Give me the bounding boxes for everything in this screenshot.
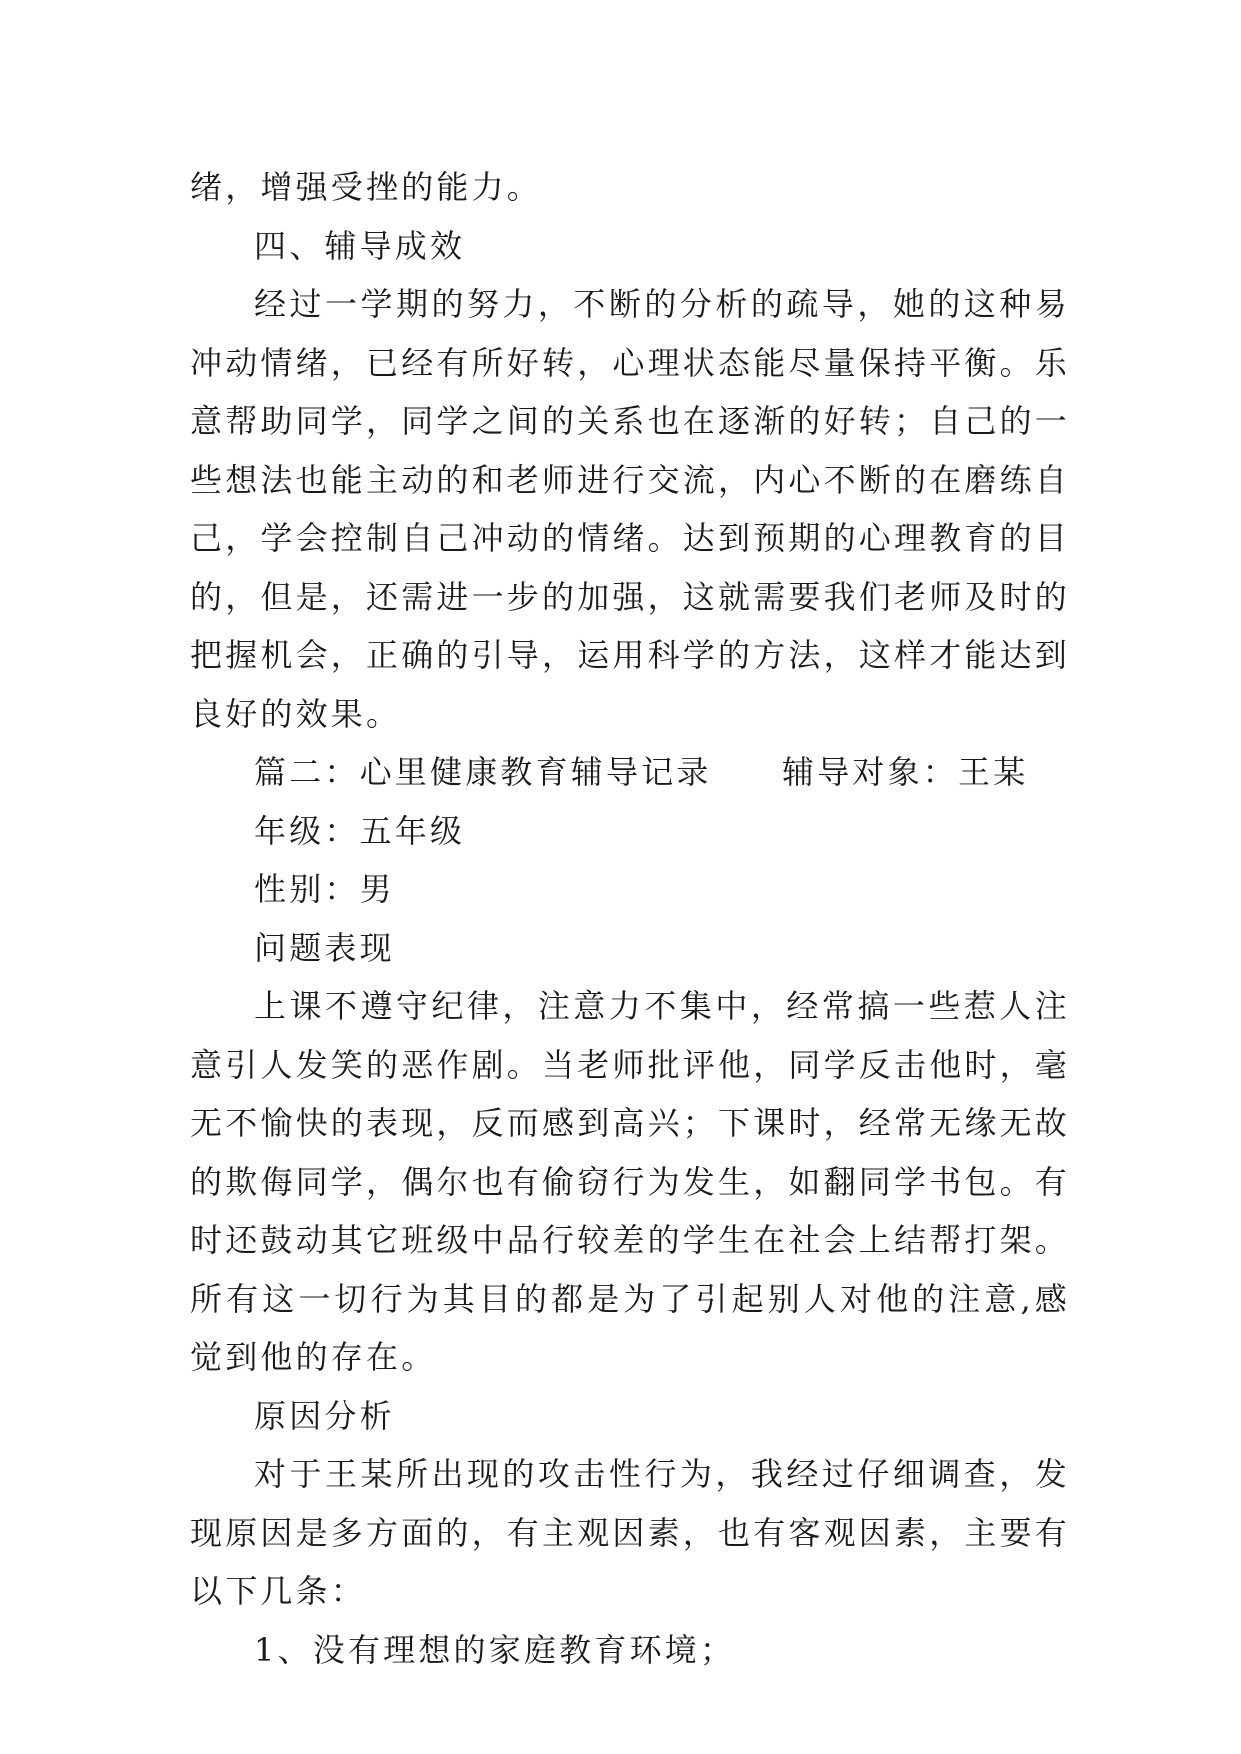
article-two-heading: 篇二：心里健康教育辅导记录 辅导对象：王某: [254, 753, 1029, 791]
paragraph-cause: 对于王某所出现的攻击性行为，我经过仔细调查，发现原因是多方面的，有主观因素，也有客观因素，主要有以下几条：: [190, 1455, 1071, 1610]
section-heading-cause: 原因分析: [254, 1396, 395, 1435]
paragraph-continuation: 绪，增强受挫的能力。: [190, 168, 543, 206]
document-body: [190, 158, 1070, 1679]
grade-line: 年级：五年级: [254, 811, 466, 850]
section-heading-problem: 问题表现: [254, 928, 395, 967]
gender-line: 性别：男: [254, 870, 395, 908]
paragraph-problem: 上课不遵守纪律，注意力不集中，经常搞一些惹人注意引人发笑的恶作剧。当老师批评他，同学反击他时，毫无不愉快的表现，反而感到高兴；下课时，经常无缘无故的欺侮同学，偶尔也有偷窃行为发生，如翻同学书包。有时还鼓动其它班级中品行较差的学生在社会上结帮打架。所有这一切行为其目的都是为了引起别人对他的注意,感觉到他的存在。: [190, 987, 1071, 1376]
section-heading-outcome: 四、辅导成效: [254, 226, 466, 265]
paragraph-outcome: 经过一学期的努力，不断的分析的疏导，她的这种易冲动情绪，已经有所好转，心理状态能尽量保持平衡。乐意帮助同学，同学之间的关系也在逐渐的好转；自己的一些想法也能主动的和老师进行交流，内心不断的在磨练自己，学会控制自己冲动的情绪。达到预期的心理教育的目的，但是，还需进一步的加强，这就需要我们老师及时的把握机会，正确的引导，运用科学的方法，这样才能达到良好的效果。: [190, 285, 1071, 733]
list-item-1: 1、没有理想的家庭教育环境；: [254, 1630, 736, 1669]
